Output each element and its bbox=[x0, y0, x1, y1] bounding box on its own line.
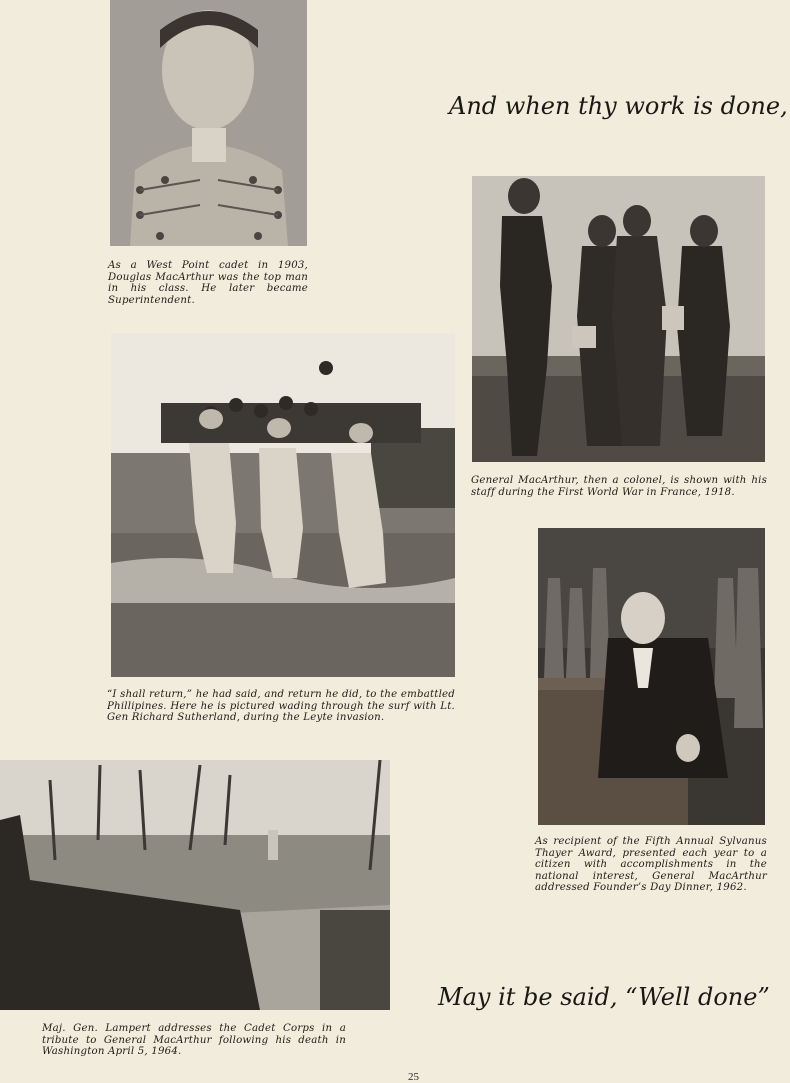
cadet-portrait-photo bbox=[110, 0, 307, 246]
thayer-award-speech-photo bbox=[538, 528, 765, 825]
headline-bottom: May it be said, “Well done” bbox=[438, 983, 770, 1011]
leyte-landing-caption: “I shall return,” he had said, and return he did, to the embattled Phillipines. Here he is pictured wading through the surf with Lt. Gen Richard Sutherland, during the Leyte invasion. bbox=[107, 689, 455, 724]
headline-top: And when thy work is done, bbox=[449, 92, 788, 120]
leyte-landing-photo bbox=[111, 333, 455, 677]
cadet-corps-formation-photo bbox=[0, 760, 390, 1010]
page-number: 25 bbox=[408, 1071, 419, 1083]
cadet-corps-caption: Maj. Gen. Lampert addresses the Cadet Corps in a tribute to General MacArthur following his death in Washington April 5, 1964. bbox=[42, 1023, 346, 1058]
wwi-staff-caption: General MacArthur, then a colonel, is shown with his staff during the First World War in France, 1918. bbox=[471, 475, 767, 498]
cadet-portrait-caption: As a West Point cadet in 1903, Douglas MacArthur was the top man in his class. He later became Superintendent. bbox=[108, 260, 308, 306]
wwi-staff-photo bbox=[472, 176, 765, 462]
thayer-award-caption: As recipient of the Fifth Annual Sylvanus Thayer Award, presented each year to a citizen with accomplishments in the national interest, General MacArthur addressed Founder’s Day Dinner, 1962. bbox=[535, 836, 767, 894]
